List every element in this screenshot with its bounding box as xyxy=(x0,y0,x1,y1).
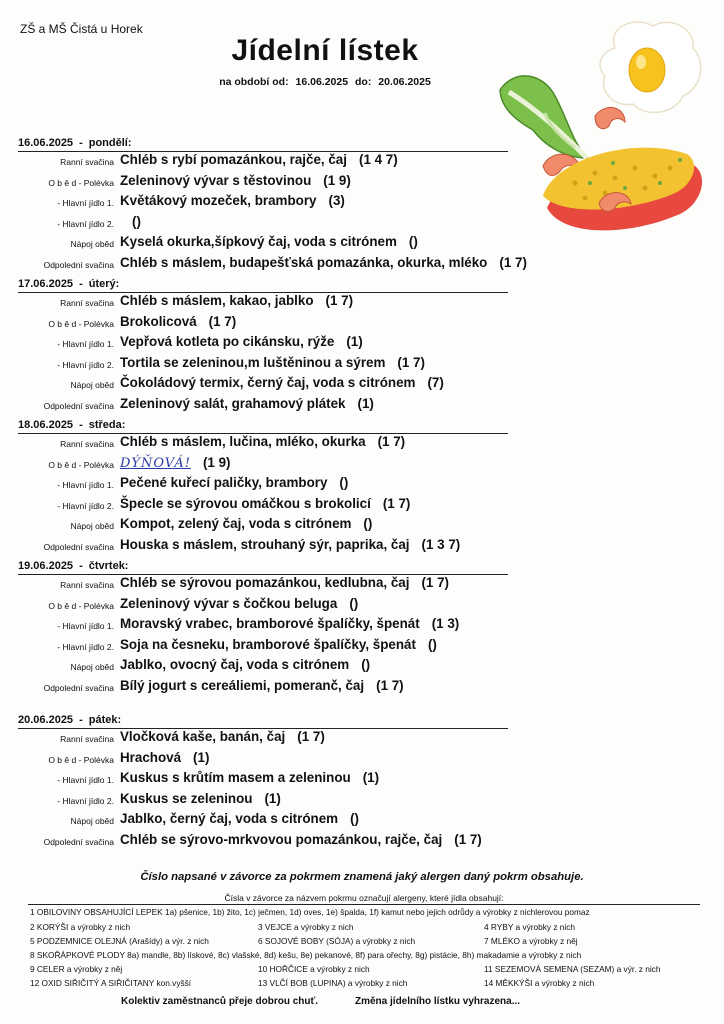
day-heading xyxy=(18,418,513,432)
meal-dish xyxy=(120,152,398,167)
meal-dish xyxy=(120,657,370,672)
dish-name: Chléb s rybí pomazánkou, rajče, čaj xyxy=(120,152,347,167)
period-to-label: do: xyxy=(355,76,372,88)
allergen-codes: (1 7) xyxy=(382,495,411,511)
allergen-divider xyxy=(28,904,700,905)
dish-name: Vločková kaše, banán, čaj xyxy=(120,729,286,744)
allergen-codes: (1 7) xyxy=(454,831,482,847)
meal-dish xyxy=(120,729,325,744)
meal-dish xyxy=(120,396,374,411)
menu-row xyxy=(18,770,513,791)
menu-row xyxy=(18,234,513,255)
day-heading xyxy=(18,713,513,727)
dish-name: Květákový mozeček, brambory xyxy=(120,193,317,208)
day-block xyxy=(18,136,527,275)
dish-name: Špecle se sýrovou omáčkou s brokolicí xyxy=(120,495,371,511)
allergen-codes: () xyxy=(350,811,359,826)
menu-row xyxy=(18,496,513,517)
allergen-grid xyxy=(24,907,704,999)
allergen-codes: (1 7) xyxy=(421,575,450,590)
dish-name: Jablko, černý čaj, voda s citrónem xyxy=(120,811,339,826)
dish-name: Brokolicová xyxy=(120,313,197,329)
dish-name: Bílý jogurt s cereáliemi, pomeranč, čaj xyxy=(120,677,365,693)
meal-dish xyxy=(120,173,351,188)
meal-label: Odpolední svačina xyxy=(43,836,114,847)
shrimp-top xyxy=(595,107,625,128)
day-block xyxy=(18,418,513,557)
meal-dish xyxy=(120,516,372,531)
allergen-codes: (1) xyxy=(357,395,374,411)
day-date: 17.06.2025 xyxy=(18,278,74,290)
dish-name: Jablko, ovocný čaj, voda s citrónem xyxy=(120,657,350,672)
meal-dish xyxy=(120,770,379,785)
allergen-heading: Čísla v závorce za názvem pokrmu označují alergeny, které jídla obsahují: xyxy=(224,893,504,903)
day-separator: - xyxy=(79,714,83,726)
day-date: 19.06.2025 xyxy=(18,560,74,572)
day-date: 18.06.2025 xyxy=(18,419,74,431)
meal-dish xyxy=(120,355,425,370)
menu-row xyxy=(18,455,513,476)
meal-label: O b ě d - Polévka xyxy=(48,318,114,329)
dish-name: Kuskus se zeleninou xyxy=(120,790,253,806)
meal-label: - Hlavní jídlo 2. xyxy=(57,359,114,370)
food-plate-illustration xyxy=(495,18,710,243)
meal-label: - Hlavní jídlo 1. xyxy=(57,775,114,785)
menu-row xyxy=(18,152,513,173)
allergen-codes: () xyxy=(132,213,141,229)
allergen-codes: (1 9) xyxy=(202,454,231,470)
allergen-item: 13 VLČÍ BOB (LUPINA) a výrobky z nich xyxy=(258,978,408,988)
dish-name: Houska s máslem, strouhaný sýr, paprika, čaj xyxy=(120,536,410,552)
day-block xyxy=(18,559,513,698)
menu-row xyxy=(18,750,513,771)
allergen-item: 11 SEZEMOVÁ SEMENA (SEZAM) a výr. z nich xyxy=(484,964,661,974)
meal-dish xyxy=(120,455,230,471)
menu-row xyxy=(18,616,513,637)
day-weekday: středa: xyxy=(88,419,126,431)
meal-dish xyxy=(120,750,209,765)
day-block xyxy=(18,277,513,416)
menu-row xyxy=(18,214,513,235)
dish-name: Kyselá okurka,šípkový čaj, voda s citrónem xyxy=(120,234,397,249)
allergen-item: 9 CELER a výrobky z něj xyxy=(30,964,123,974)
menu-row xyxy=(18,657,513,678)
day-date: 16.06.2025 xyxy=(18,137,74,149)
allergen-codes: (1) xyxy=(346,334,363,349)
dish-name: Pečené kuřecí paličky, brambory xyxy=(120,475,328,490)
dish-name: Chléb s máslem, lučina, mléko, okurka xyxy=(120,434,366,449)
allergen-codes: (1 7) xyxy=(325,293,354,308)
day-separator: - xyxy=(79,419,83,431)
meal-dish xyxy=(120,234,418,249)
allergen-codes: (1 7) xyxy=(499,254,527,270)
menu-row xyxy=(18,293,513,314)
dish-name: Čokoládový termix, černý čaj, voda s citrónem xyxy=(120,375,416,390)
menu-row xyxy=(18,537,513,558)
period-from: 16.06.2025 xyxy=(295,76,349,88)
meal-dish xyxy=(120,375,444,390)
dish-name: Vepřová kotleta po cikánsku, rýže xyxy=(120,334,335,349)
meal-dish xyxy=(120,334,363,349)
meal-label: - Hlavní jídlo 1. xyxy=(57,621,114,631)
handwritten-dish-name: DÝŇOVÁ! xyxy=(120,455,191,471)
meal-dish xyxy=(120,255,527,270)
meal-label: O b ě d - Polévka xyxy=(48,459,114,470)
allergen-item: 1 OBILOVINY OBSAHUJÍCÍ LEPEK 1a) pšenice, 1b) žito, 1c) ječmen, 1d) oves, 1e) špalda, 1f) kamut nebo jejich odrůdy a výrobky z nichlerovou pomaz xyxy=(30,907,590,917)
day-heading xyxy=(18,559,513,573)
dish-name: Chléb s máslem, budapešťská pomazánka, okurka, mléko xyxy=(120,254,488,270)
allergen-codes: (3) xyxy=(328,193,345,208)
allergen-codes: () xyxy=(361,657,371,672)
day-separator: - xyxy=(79,560,83,572)
allergen-codes: (1 7) xyxy=(208,313,237,329)
meal-label: Ranní svačina xyxy=(60,439,114,449)
dish-name: Moravský vrabec, bramborové špalíčky, špenát xyxy=(120,616,420,631)
menu-row xyxy=(18,355,513,376)
menu-row xyxy=(18,334,513,355)
allergen-codes: (1 9) xyxy=(323,172,351,188)
meal-dish xyxy=(120,537,460,552)
menu-row xyxy=(18,811,513,832)
menu-row xyxy=(18,173,513,194)
allergen-codes: (7) xyxy=(427,375,444,390)
allergen-item: 10 HOŘČICE a výrobky z nich xyxy=(258,964,370,974)
meal-label: Nápoj oběd xyxy=(70,662,114,672)
allergen-codes: (1 7) xyxy=(376,677,404,693)
meal-label: Odpolední svačina xyxy=(43,400,114,411)
meal-dish xyxy=(120,637,437,652)
allergen-item: 8 SKOŘÁPKOVÉ PLODY 8a) mandle, 8b) lískové, 8c) vlašské, 8d) kešu, 8e) pekanové, 8f) para ořechy, 8g) pistácie, 8h) makadamie a výrobky z nich xyxy=(30,950,582,960)
dish-name: Kuskus s krůtím masem a zeleninou xyxy=(120,770,351,785)
allergen-codes: (1) xyxy=(362,770,380,785)
dish-name: Zeleninový salát, grahamový plátek xyxy=(120,395,346,411)
allergen-codes: (1 7) xyxy=(377,434,406,449)
day-separator: - xyxy=(79,137,83,149)
meal-dish xyxy=(120,575,449,590)
allergen-legend xyxy=(24,893,704,999)
dish-name: Tortila se zeleninou,m luštěninou a sýrem xyxy=(120,354,386,370)
allergen-codes: (1 4 7) xyxy=(358,152,398,167)
allergen-codes: (1 7) xyxy=(297,729,325,744)
dish-name: Chléb se sýrovou pomazánkou, kedlubna, čaj xyxy=(120,575,410,590)
meal-label: - Hlavní jídlo 2. xyxy=(57,500,114,511)
meal-label: - Hlavní jídlo 1. xyxy=(57,339,114,349)
menu-row xyxy=(18,637,513,658)
menu-row xyxy=(18,314,513,335)
meal-dish xyxy=(120,475,348,490)
dish-name: Zeleninový vývar s čočkou beluga xyxy=(120,595,338,611)
allergen-item: 12 OXID SIŘIČITÝ A SIŘIČITANY kon.vyšší xyxy=(30,978,192,988)
allergen-item: 2 KORÝŠI a výrobky z nich xyxy=(30,922,131,932)
day-heading xyxy=(18,136,513,150)
allergen-codes: () xyxy=(339,475,349,490)
allergen-item: 14 MĚKKÝŠI a výrobky z nich xyxy=(484,978,595,988)
allergen-footnote: Číslo napsané v závorce za pokrmem znamená jaký alergen daný pokrm obsahuje. xyxy=(140,871,584,883)
day-heading xyxy=(18,277,513,291)
menu-row xyxy=(18,596,513,617)
allergen-codes: () xyxy=(363,516,373,531)
school-name: ZŠ a MŠ Čistá u Horek xyxy=(20,22,143,36)
period-label: na období od: xyxy=(219,76,289,88)
allergen-item: 6 SOJOVÉ BOBY (SÓJA) a výrobky z nich xyxy=(258,936,416,946)
meal-label: Nápoj oběd xyxy=(70,380,114,390)
dish-name: Hrachová xyxy=(120,749,182,765)
allergen-codes: () xyxy=(427,636,437,652)
meal-dish xyxy=(120,678,404,693)
meal-label: - Hlavní jídlo 1. xyxy=(57,198,114,208)
menu-row xyxy=(18,678,513,699)
menu-row xyxy=(18,434,513,455)
meal-label: - Hlavní jídlo 2. xyxy=(57,641,114,652)
menu-row xyxy=(18,729,513,750)
dish-name: Chléb se sýrovo-mrkvovou pomazánkou, rajče, čaj xyxy=(120,831,443,847)
footer-greeting: Kolektiv zaměstnanců přeje dobrou chuť. xyxy=(121,996,319,1007)
menu-row xyxy=(18,475,513,496)
menu-row xyxy=(18,396,513,417)
page-title: Jídelní lístek xyxy=(231,34,419,67)
dish-name: Zeleninový vývar s těstovinou xyxy=(120,172,312,188)
meal-dish xyxy=(120,616,459,631)
meal-label: Ranní svačina xyxy=(60,734,114,744)
allergen-item: 7 MLÉKO a výrobky z něj xyxy=(484,936,578,946)
day-weekday: čtvrtek: xyxy=(88,560,129,572)
day-weekday: pátek: xyxy=(88,714,122,726)
meal-label: - Hlavní jídlo 2. xyxy=(57,218,114,229)
meal-dish xyxy=(120,293,353,308)
meal-dish xyxy=(120,496,410,511)
meal-dish xyxy=(120,791,281,806)
meal-label: Odpolední svačina xyxy=(43,541,114,552)
meal-label: Ranní svačina xyxy=(60,157,114,167)
menu-row xyxy=(18,791,513,812)
meal-label: - Hlavní jídlo 2. xyxy=(57,795,114,806)
menu-row xyxy=(18,575,513,596)
egg-highlight xyxy=(636,55,646,69)
day-weekday: pondělí: xyxy=(88,137,132,149)
meal-label: Nápoj oběd xyxy=(70,239,114,249)
allergen-item: 4 RYBY a výrobky z nich xyxy=(484,922,576,932)
meal-label: Odpolední svačina xyxy=(43,259,114,270)
meal-label: O b ě d - Polévka xyxy=(48,754,114,765)
menu-row xyxy=(18,516,513,537)
menu-row xyxy=(18,375,513,396)
day-date: 20.06.2025 xyxy=(18,714,74,726)
allergen-codes: (1 3 7) xyxy=(421,536,461,552)
meal-label: Odpolední svačina xyxy=(43,682,114,693)
day-separator: - xyxy=(79,278,83,290)
meal-label: Nápoj oběd xyxy=(70,521,114,531)
day-block xyxy=(18,713,513,852)
meal-label: O b ě d - Polévka xyxy=(48,177,114,188)
meal-dish xyxy=(120,434,405,449)
meal-label: Nápoj oběd xyxy=(70,816,114,826)
allergen-codes: (1 3) xyxy=(431,616,460,631)
dish-name: Chléb s máslem, kakao, jablko xyxy=(120,293,314,308)
day-weekday: úterý: xyxy=(88,278,120,290)
allergen-item: 5 PODZEMNICE OLEJNÁ (Arašídy) a výr. z nich xyxy=(30,936,209,946)
meal-label: - Hlavní jídlo 1. xyxy=(57,480,114,490)
allergen-codes: (1) xyxy=(264,790,281,806)
meal-dish xyxy=(120,214,141,229)
allergen-codes: (1) xyxy=(193,749,210,765)
dish-name: Soja na česneku, bramborové špalíčky, špenát xyxy=(120,636,416,652)
egg-yolk xyxy=(629,48,665,92)
period-to: 20.06.2025 xyxy=(378,76,431,88)
allergen-codes: () xyxy=(349,595,359,611)
meal-dish xyxy=(120,314,236,329)
allergen-item: 3 VEJCE a výrobky z nich xyxy=(258,922,354,932)
meal-dish xyxy=(120,193,345,208)
menu-row xyxy=(18,832,513,853)
footer-notice: Změna jídelního lístku vyhrazena... xyxy=(355,996,521,1007)
meal-label: O b ě d - Polévka xyxy=(48,600,114,611)
meal-label: Ranní svačina xyxy=(60,298,114,308)
menu-row xyxy=(18,193,513,214)
meal-dish xyxy=(120,811,359,826)
meal-dish xyxy=(120,596,358,611)
allergen-codes: (1 7) xyxy=(397,354,425,370)
menu-row xyxy=(18,254,527,276)
dish-name: Kompot, zelený čaj, voda s citrónem xyxy=(120,516,352,531)
meal-label: Ranní svačina xyxy=(60,580,114,590)
meal-dish xyxy=(120,832,482,847)
allergen-codes: () xyxy=(408,234,418,249)
